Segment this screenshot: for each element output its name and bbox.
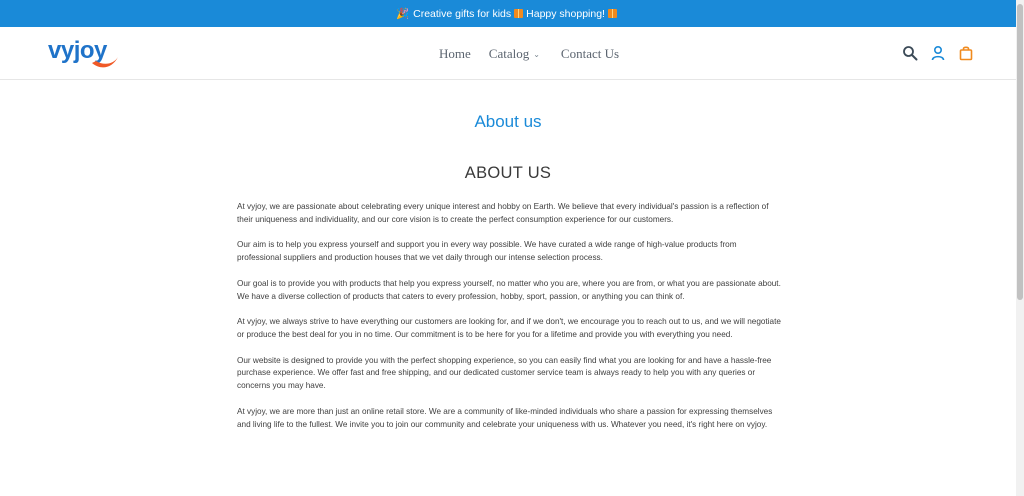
paragraph: At vyjoy, we are more than just an online retail store. We are a community of like-minded individuals who share a passion for expressing themselves and living life to the fullest. We invite you to join our community and celebrate your uniqueness with us. Whatever you need, it's right here on vyjoy.	[237, 406, 773, 429]
party-icon: 🎉	[396, 8, 410, 20]
paragraph: Our website is designed to provide you with the perfect shopping experience, so you can easily find what you are looking for and have a hassle-free purchase experience. We offer fast and free shipping, and our dedicated customer service team is always ready to help you with any queries or concerns you may have.	[237, 355, 772, 391]
announcement-text-2: Happy shopping!	[526, 7, 605, 20]
logo-swoosh-icon	[48, 37, 120, 71]
header-icons	[902, 45, 974, 61]
main-nav	[439, 46, 619, 62]
cart-icon[interactable]	[958, 45, 974, 61]
about-content	[237, 201, 782, 444]
scrollbar-thumb[interactable]	[1017, 4, 1023, 300]
page-title: About us	[474, 112, 542, 131]
search-icon[interactable]	[902, 45, 918, 61]
nav-contact[interactable]: Contact Us	[560, 46, 620, 61]
paragraph: Our aim is to help you express yourself and support you in every way possible. We have curated a wide range of high-value products from professional suppliers and production houses that we vet daily through our intense selection process.	[237, 240, 737, 263]
paragraph: At vyjoy, we are passionate about celebrating every unique interest and hobby on Earth. We believe that every individual's passion is a reflection of their uniqueness and individuality, and our core vision is to create the perfect consumption experience for our customers.	[237, 202, 769, 224]
nav-home[interactable]: Home	[439, 46, 471, 61]
nav-catalog[interactable]	[489, 46, 540, 62]
paragraph: At vyjoy, we always strive to have everything our customers are looking for, and if we don't, we encourage you to reach out to us, and we will negotiate or produce the best deal for you in no time. Our commitment is to be here for you for a lifetime and provide you with everything you need.	[237, 317, 781, 339]
user-icon[interactable]	[930, 45, 946, 61]
logo-link[interactable]	[48, 37, 120, 71]
gift-icon	[608, 9, 617, 18]
nav-catalog-label: Catalog	[488, 46, 530, 61]
paragraph: Our goal is to provide you with products that help you express yourself, no matter who you are, where you are from, or what you are passionate about. We have a diverse collection of products that caters to every profession, hobby, sport, passion, or anything you can think of.	[237, 278, 781, 301]
announcement-text: Creative gifts for kids	[413, 7, 512, 20]
site-header	[0, 27, 1016, 80]
scrollbar[interactable]	[1016, 0, 1024, 496]
logo-text: vyjoy	[48, 37, 107, 64]
announcement-bar	[0, 0, 1016, 27]
section-heading: ABOUT US	[464, 164, 552, 182]
chevron-down-icon: ⌄	[533, 50, 540, 59]
gift-icon	[514, 9, 523, 18]
